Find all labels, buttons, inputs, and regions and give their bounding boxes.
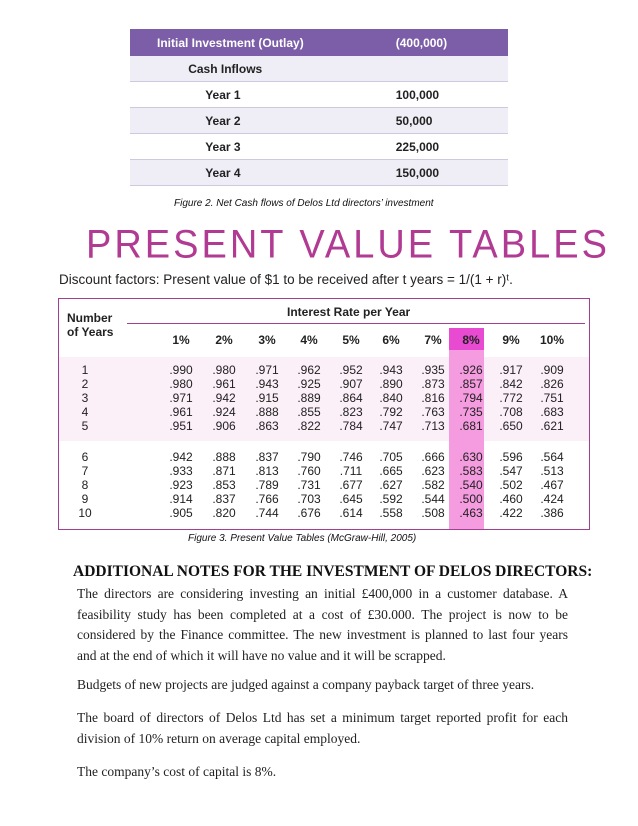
- pv-cell: .980: [212, 363, 236, 377]
- pv-cell: .746: [339, 450, 363, 464]
- cash-flow-value: 100,000: [396, 82, 508, 108]
- pv-cell: .547: [499, 464, 523, 478]
- pv-cell: .909: [540, 363, 564, 377]
- pv-cell: .926: [459, 363, 483, 377]
- rate-header: 6%: [382, 333, 400, 347]
- pv-cell: .794: [459, 391, 483, 405]
- pv-cell: .614: [339, 506, 363, 520]
- pv-cell: .813: [255, 464, 279, 478]
- pv-cell: .621: [540, 419, 564, 433]
- cash-flow-year-label: Year 4: [175, 160, 396, 186]
- pv-cell: .816: [421, 391, 445, 405]
- pv-cell: .650: [499, 419, 523, 433]
- year-number: 9: [81, 492, 89, 506]
- pv-cell: .951: [169, 419, 193, 433]
- pv-cell: .840: [379, 391, 403, 405]
- pv-cell: .905: [169, 506, 193, 520]
- pv-cell: .513: [540, 464, 564, 478]
- pv-cell: .906: [212, 419, 236, 433]
- pv-cell: .837: [212, 492, 236, 506]
- pv-cell: .917: [499, 363, 523, 377]
- year-number: 3: [81, 391, 89, 405]
- pv-cell: .943: [379, 363, 403, 377]
- pv-cell: .763: [421, 405, 445, 419]
- pv-cell: .630: [459, 450, 483, 464]
- pv-cell: .907: [339, 377, 363, 391]
- pv-cell: .990: [169, 363, 193, 377]
- pv-cell: .467: [540, 478, 564, 492]
- pv-cell: .645: [339, 492, 363, 506]
- pv-cell: .924: [212, 405, 236, 419]
- notes-paragraph-4: The company’s cost of capital is 8%.: [77, 764, 277, 779]
- pv-cell: .582: [421, 478, 445, 492]
- pv-cell: .386: [540, 506, 564, 520]
- pv-cell: .744: [255, 506, 279, 520]
- number-of-years-label-1: Number: [67, 311, 113, 325]
- pv-cell: .558: [379, 506, 403, 520]
- pv-cell: .424: [540, 492, 564, 506]
- pv-cell: .889: [297, 391, 321, 405]
- pv-cell: .826: [540, 377, 564, 391]
- year-number: 6: [81, 450, 89, 464]
- pv-cell: .544: [421, 492, 445, 506]
- pv-cell: .822: [297, 419, 321, 433]
- year-number: 2: [81, 377, 89, 391]
- pv-cell: .962: [297, 363, 321, 377]
- pv-cell: .952: [339, 363, 363, 377]
- notes-title: ADDITIONAL NOTES FOR THE INVESTMENT OF DELOS DIRECTORS:: [73, 563, 593, 580]
- year-number: 5: [81, 419, 89, 433]
- pv-cell: .790: [297, 450, 321, 464]
- pv-table: [58, 298, 590, 530]
- pv-cell: .508: [421, 506, 445, 520]
- pv-cell: .914: [169, 492, 193, 506]
- figure-3-caption: Figure 3. Present Value Tables (McGraw-Hill, 2005): [188, 533, 417, 544]
- pv-cell: .943: [255, 377, 279, 391]
- pv-cell: .703: [297, 492, 321, 506]
- cash-flow-value: 50,000: [396, 108, 508, 134]
- pv-cell: .713: [421, 419, 445, 433]
- cash-flow-year-label: Year 1: [175, 82, 396, 108]
- pv-cell: .980: [169, 377, 193, 391]
- interest-rate-header: Interest Rate per Year: [287, 305, 411, 319]
- rate-header: 2%: [215, 333, 233, 347]
- notes-paragraph-1: The directors are considering investing an initial £400,000 in a customer database. A feasibility study has been completed at a cost of £30.000. The project is now to be considered by the Finance committee. The new investment is planned to last four years and at the end of which it will have no value and it will be scrapped.: [77, 586, 568, 663]
- pv-cell: .864: [339, 391, 363, 405]
- pv-cell: .463: [459, 506, 483, 520]
- cash-flow-header-row: [130, 29, 508, 56]
- cash-flow-year-label: Year 2: [175, 108, 396, 134]
- pv-cell: .751: [540, 391, 564, 405]
- pv-tables-title: PRESENT VALUE TABLES: [86, 222, 610, 268]
- cash-flow-year-label: Year 3: [175, 134, 396, 160]
- rate-header: 4%: [300, 333, 318, 347]
- pv-cell: .942: [212, 391, 236, 405]
- pv-cell: .766: [255, 492, 279, 506]
- cash-flow-row: [130, 160, 508, 186]
- pv-cell: .789: [255, 478, 279, 492]
- pv-cell: .627: [379, 478, 403, 492]
- pv-cell: .760: [297, 464, 321, 478]
- cash-inflows-row: [130, 56, 508, 82]
- pv-cell: .784: [339, 419, 363, 433]
- pv-cell: .857: [459, 377, 483, 391]
- pv-cell: .915: [255, 391, 279, 405]
- pv-cell: .747: [379, 419, 403, 433]
- pv-cell: .935: [421, 363, 445, 377]
- pv-cell: .925: [297, 377, 321, 391]
- pv-cell: .961: [212, 377, 236, 391]
- pv-cell: .842: [499, 377, 523, 391]
- pv-cell: .583: [459, 464, 483, 478]
- cash-flow-value: 225,000: [396, 134, 508, 160]
- pv-cell: .666: [421, 450, 445, 464]
- pv-cell: .855: [297, 405, 321, 419]
- rate-header: 1%: [172, 333, 190, 347]
- pv-cell: .422: [499, 506, 523, 520]
- year-number: 8: [81, 478, 89, 492]
- pv-cell: .837: [255, 450, 279, 464]
- pv-cell: .540: [459, 478, 483, 492]
- rate-header: 3%: [258, 333, 276, 347]
- pv-cell: .820: [212, 506, 236, 520]
- pv-cell: .971: [255, 363, 279, 377]
- rate-header: 8%: [462, 333, 480, 347]
- cash-flow-table: [130, 29, 508, 186]
- rate-header: 5%: [342, 333, 360, 347]
- year-number: 10: [78, 506, 92, 520]
- number-of-years-label-2: of Years: [67, 325, 114, 339]
- pv-cell: .942: [169, 450, 193, 464]
- pv-cell: .961: [169, 405, 193, 419]
- year-number: 4: [81, 405, 89, 419]
- pv-cell: .823: [339, 405, 363, 419]
- pv-cell: .853: [212, 478, 236, 492]
- pv-cell: .676: [297, 506, 321, 520]
- cash-flow-row: [130, 108, 508, 134]
- pv-cell: .623: [421, 464, 445, 478]
- cash-flow-value: 150,000: [396, 160, 508, 186]
- pv-cell: .711: [339, 464, 363, 478]
- cash-flow-row: [130, 82, 508, 108]
- notes-paragraph-3: The board of directors of Delos Ltd has set a minimum target reported profit for each division of 10% return on average capital employed.: [77, 710, 568, 746]
- pv-cell: .564: [540, 450, 564, 464]
- pv-cell: .681: [459, 419, 483, 433]
- figure-2-caption: Figure 2. Net Cash flows of Delos Ltd directors’ investment: [174, 198, 434, 209]
- pv-cell: .705: [379, 450, 403, 464]
- pv-cell: .665: [379, 464, 403, 478]
- pv-cell: .890: [379, 377, 403, 391]
- year-number: 1: [81, 363, 89, 377]
- pv-cell: .502: [499, 478, 523, 492]
- cash-inflows-label: Cash Inflows: [175, 56, 396, 82]
- rate-header: 7%: [424, 333, 442, 347]
- initial-investment-value: (400,000): [396, 29, 508, 56]
- pv-cell: .708: [499, 405, 523, 419]
- pv-cell: .871: [212, 464, 236, 478]
- pv-tables-subtitle: Discount factors: Present value of $1 to be received after t years = 1/(1 + r)ᵗ.: [59, 272, 513, 287]
- pv-cell: .888: [212, 450, 236, 464]
- notes-paragraph-2: Budgets of new projects are judged against a company payback target of three years.: [77, 677, 535, 692]
- pv-cell: .677: [339, 478, 363, 492]
- pv-cell: .792: [379, 405, 403, 419]
- pv-cell: .592: [379, 492, 403, 506]
- cash-flow-row: [130, 134, 508, 160]
- rate-header: 10%: [539, 333, 565, 347]
- pv-cell: .933: [169, 464, 193, 478]
- pv-cell: .500: [459, 492, 483, 506]
- pv-cell: .971: [169, 391, 193, 405]
- pv-cell: .731: [297, 478, 321, 492]
- pv-cell: .888: [255, 405, 279, 419]
- pv-cell: .683: [540, 405, 564, 419]
- pv-grid: [59, 299, 589, 529]
- pv-cell: .772: [499, 391, 523, 405]
- pv-cell: .873: [421, 377, 445, 391]
- pv-cell: .460: [499, 492, 523, 506]
- pv-cell: .596: [499, 450, 523, 464]
- rate-header: 9%: [502, 333, 520, 347]
- pv-cell: .863: [255, 419, 279, 433]
- pv-cell: .735: [459, 405, 483, 419]
- pv-cell: .923: [169, 478, 193, 492]
- year-number: 7: [81, 464, 89, 478]
- initial-investment-label: Initial Investment (Outlay): [130, 29, 396, 56]
